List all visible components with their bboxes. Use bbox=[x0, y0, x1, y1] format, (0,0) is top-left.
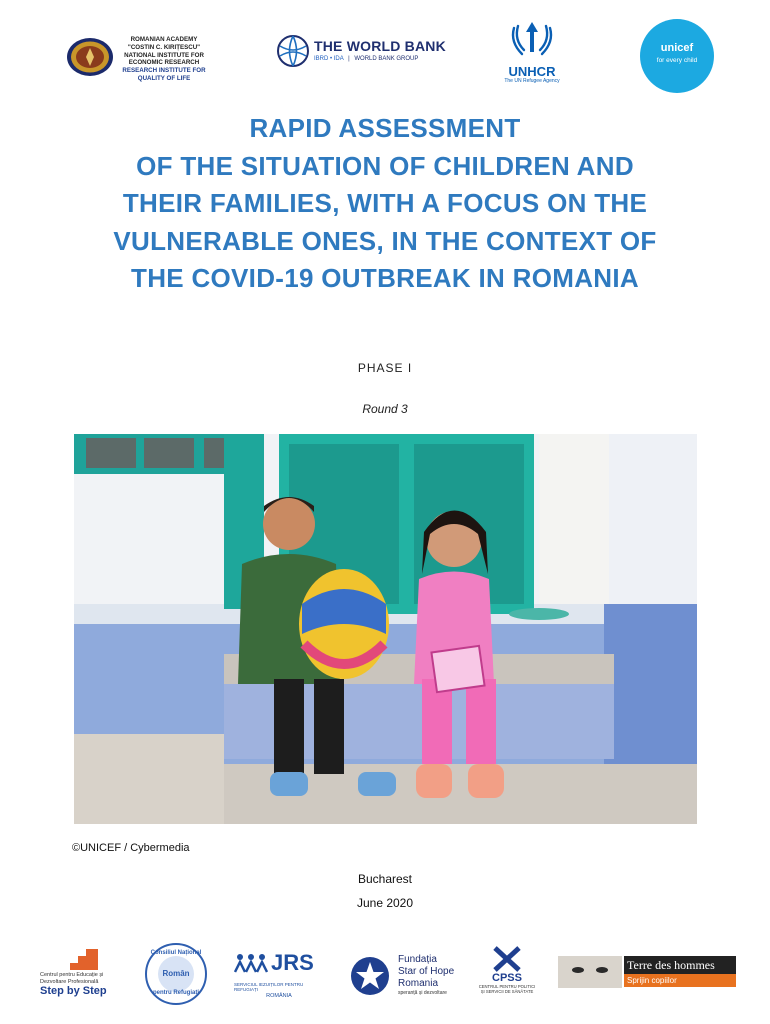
unhcr-logo bbox=[500, 20, 564, 82]
tdh-name: Terre des hommes bbox=[624, 956, 736, 974]
unicef-tagline: for every child bbox=[656, 57, 698, 64]
world-bank-group: WORLD BANK GROUP bbox=[354, 56, 419, 62]
star-sub: speranță și dezvoltare bbox=[398, 990, 447, 996]
step-by-step-logo bbox=[40, 946, 120, 997]
star-line-1: Fundația bbox=[398, 954, 437, 965]
jrs-name: JRS bbox=[271, 950, 314, 975]
romanian-academy-label bbox=[116, 36, 212, 83]
unicef-circle-icon bbox=[640, 19, 714, 93]
terre-des-hommes-logo bbox=[558, 956, 738, 988]
cpss-sub-a: CENTRUL PENTRU POLITICI bbox=[478, 984, 536, 989]
step-line-2: Dezvoltare Profesională bbox=[40, 978, 99, 985]
phase-label: PHASE I bbox=[357, 361, 413, 375]
romanian-academy-seal-icon bbox=[66, 37, 114, 77]
title-line-5: THE COVID-19 OUTBREAK IN ROMANIA bbox=[131, 263, 639, 293]
cpss-name: CPSS bbox=[492, 972, 522, 984]
star-line-3: Romania bbox=[398, 978, 439, 989]
step-by-step-stairs-icon bbox=[60, 946, 100, 972]
academy-line-5: RESEARCH INSTITUTE FOR bbox=[122, 67, 206, 74]
title-line-3: THEIR FAMILIES, WITH A FOCUS ON THE bbox=[122, 188, 648, 218]
photo-credit: ©UNICEF / Cybermedia bbox=[72, 842, 190, 854]
world-bank-ibrd-ida: IBRD • IDA bbox=[314, 56, 344, 62]
cnrr-mid: Român bbox=[162, 969, 190, 978]
star-of-hope-logo bbox=[350, 954, 460, 1000]
tdh-sub: Sprijin copiilor bbox=[624, 974, 736, 987]
star-of-hope-star-icon bbox=[350, 956, 390, 996]
title-line-1: RAPID ASSESSMENT bbox=[249, 113, 521, 143]
tdh-face-photo-icon bbox=[558, 956, 622, 988]
academy-line-1: ROMANIAN ACADEMY bbox=[130, 36, 198, 43]
unicef-logo bbox=[640, 19, 714, 93]
star-line-2: Star of Hope bbox=[398, 966, 455, 977]
unhcr-name: UNHCR bbox=[508, 64, 556, 79]
academy-line-2: "COSTIN C. KIRIȚESCU" bbox=[127, 43, 201, 51]
academy-line-3: NATIONAL INSTITUTE FOR bbox=[124, 51, 204, 59]
publication-date: June 2020 bbox=[356, 896, 414, 910]
cnrr-logo bbox=[144, 942, 208, 1006]
cnrr-bottom: pentru Refugiați bbox=[153, 990, 199, 996]
cpss-sub-b: ȘI SERVICII DE SĂNĂTATE bbox=[480, 989, 534, 995]
document-title bbox=[40, 110, 730, 298]
cover-photo-children bbox=[74, 434, 697, 824]
jrs-logo bbox=[234, 950, 324, 999]
jrs-sub-b: ROMÂNIA bbox=[266, 992, 292, 999]
world-bank-subtitle: IBRD • IDA | WORLD BANK GROUP bbox=[314, 56, 419, 62]
cnrr-top: Consiliul Național bbox=[150, 950, 202, 956]
cpss-logo bbox=[474, 946, 540, 994]
world-bank-globe-icon bbox=[276, 34, 310, 68]
unhcr-laurel-icon bbox=[500, 20, 564, 60]
academy-line-4: ECONOMIC RESEARCH bbox=[128, 59, 200, 67]
jrs-people-icon bbox=[234, 952, 268, 974]
step-name: Step by Step bbox=[40, 985, 107, 998]
title-line-2: OF THE SITUATION OF CHILDREN AND bbox=[136, 150, 634, 181]
jrs-sub-a: SERVICIUL IEZUIȚILOR PENTRU REFUGIAȚI bbox=[234, 982, 304, 993]
unhcr-tagline: The UN Refugee Agency bbox=[504, 78, 560, 84]
step-line-1: Centrul pentru Educație și bbox=[40, 972, 104, 978]
title-line-4: VULNERABLE ONES, IN THE CONTEXT OF bbox=[113, 225, 657, 256]
unicef-name: unicef bbox=[660, 42, 694, 54]
world-bank-title: THE WORLD BANK bbox=[314, 38, 446, 54]
academy-line-6: QUALITY OF LIFE bbox=[137, 74, 191, 82]
publication-city: Bucharest bbox=[357, 872, 413, 886]
round-label: Round 3 bbox=[362, 402, 408, 416]
cpss-cross-icon bbox=[487, 946, 527, 972]
